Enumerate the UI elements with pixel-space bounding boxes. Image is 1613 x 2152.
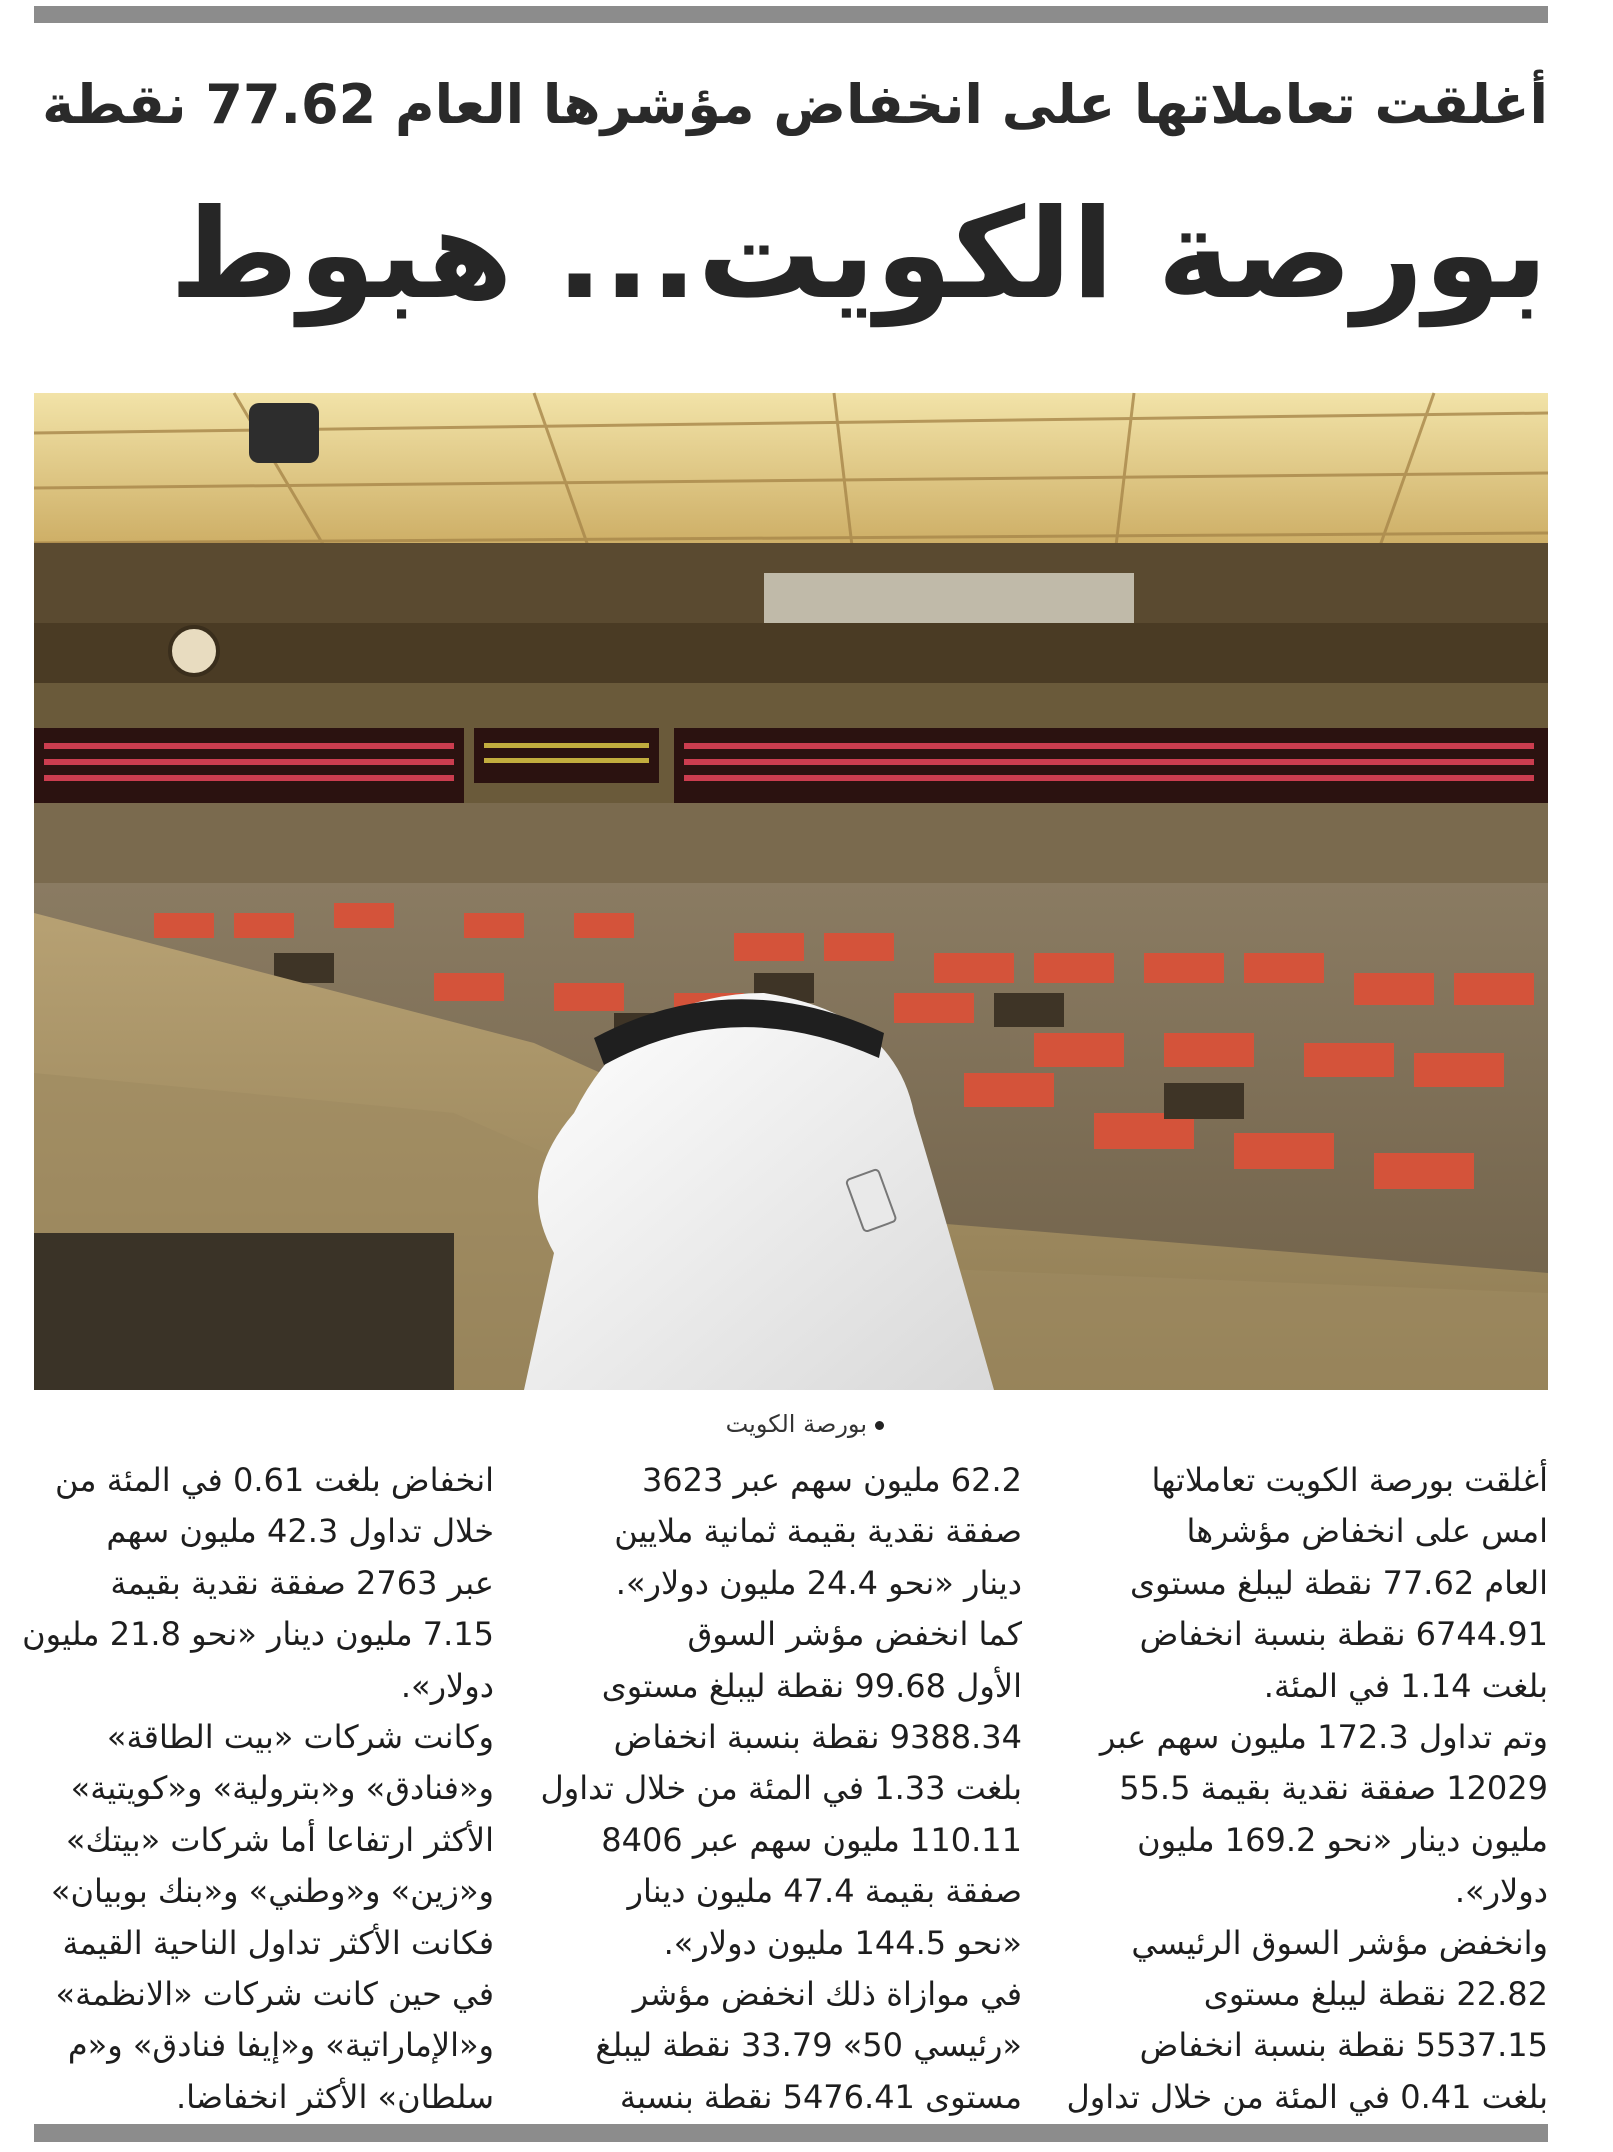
article-line: دولار». (1454, 1872, 1548, 1911)
article-body (22, 1455, 1548, 2116)
article-column-1 (1066, 1455, 1548, 2116)
article-line: 9388.34 نقطة بنسبة انخفاض (613, 1717, 1022, 1756)
article-line: كما انخفض مؤشر السوق (687, 1615, 1022, 1654)
article-line: امس على انخفاض مؤشرها (1186, 1512, 1548, 1551)
photo-caption-text: بورصة الكويت (725, 1410, 867, 1438)
article-line: «رئيسي 50» 33.79 نقطة ليبلغ (595, 2026, 1022, 2065)
article-line: وانخفض مؤشر السوق الرئيسي (1131, 1923, 1548, 1962)
kicker-headline: أغلقت تعاملاتها على انخفاض مؤشرها العام 77.62 نقطة (42, 73, 1548, 136)
article-line: و«فنادق» و«بترولية» و«كويتية» (70, 1769, 494, 1808)
article-line: بلغت 1.33 في المئة من خلال تداول (540, 1769, 1022, 1808)
article-column-2 (540, 1455, 1022, 2116)
article-line: 7.15 مليون دينار «نحو 21.8 مليون (22, 1615, 494, 1654)
article-line: 5537.15 نقطة بنسبة انخفاض (1139, 2026, 1548, 2065)
article-line: فكانت الأكثر تداول الناحية القيمة (62, 1923, 494, 1962)
caption-bullet-icon (875, 1421, 884, 1430)
article-line: و«الإماراتية» و«إيفا فنادق» و«م (67, 2026, 494, 2065)
article-line: و«زين» و«وطني» و«بنك بوبيان» (50, 1872, 494, 1911)
article-column-3 (22, 1455, 494, 2116)
article-line: أغلقت بورصة الكويت تعاملاتها (1151, 1461, 1548, 1499)
article-line: 62.2 مليون سهم عبر 3623 (641, 1461, 1022, 1499)
article-line: وتم تداول 172.3 مليون سهم عبر (1099, 1717, 1548, 1756)
trading-floor-photo (34, 393, 1548, 1390)
main-headline: بورصة الكويت... هبوط (169, 183, 1548, 327)
article-line: 22.82 نقطة ليبلغ مستوى (1203, 1974, 1548, 2013)
article-line: 110.11 مليون سهم عبر 8406 (601, 1820, 1022, 1859)
article-line: صفقة بقيمة 47.4 مليون دينار (627, 1872, 1022, 1911)
article-line: الأكثر ارتفاعا أما شركات «بيتك» (65, 1820, 494, 1859)
article-line: دينار «نحو 24.4 مليون دولار». (615, 1563, 1022, 1602)
article-line: انخفاض بلغت 0.61 في المئة من (55, 1461, 494, 1499)
article-line: مستوى 5476.41 نقطة بنسبة (619, 2077, 1022, 2116)
article-line: 12029 صفقة نقدية بقيمة 55.5 (1119, 1769, 1548, 1808)
photo-caption (34, 1407, 884, 1441)
article-line: وكانت شركات «بيت الطاقة» (106, 1717, 494, 1756)
top-rule (34, 6, 1548, 23)
article-line: في حين كانت شركات «الانظمة» (55, 1974, 494, 2013)
article-line: خلال تداول 42.3 مليون سهم (106, 1512, 494, 1551)
bottom-rule (34, 2124, 1548, 2142)
article-line: 6744.91 نقطة بنسبة انخفاض (1139, 1615, 1548, 1654)
article-line: العام 77.62 نقطة ليبلغ مستوى (1129, 1563, 1548, 1602)
article-line: في موازاة ذلك انخفض مؤشر (632, 1974, 1022, 2013)
article-line: بلغت 1.14 في المئة. (1263, 1666, 1548, 1705)
article-line: دولار». (400, 1666, 494, 1705)
article-line: بلغت 0.41 في المئة من خلال تداول (1066, 2077, 1548, 2116)
article-line: مليون دينار «نحو 169.2 مليون (1137, 1820, 1548, 1859)
article-line: صفقة نقدية بقيمة ثمانية ملايين (614, 1512, 1022, 1551)
article-line: «نحو 144.5 مليون دولار». (663, 1923, 1022, 1962)
article-line: عبر 2763 صفقة نقدية بقيمة (110, 1563, 494, 1602)
article-line: الأول 99.68 نقطة ليبلغ مستوى (601, 1666, 1022, 1705)
article-line: سلطان» الأكثر انخفاضا. (176, 2077, 494, 2116)
